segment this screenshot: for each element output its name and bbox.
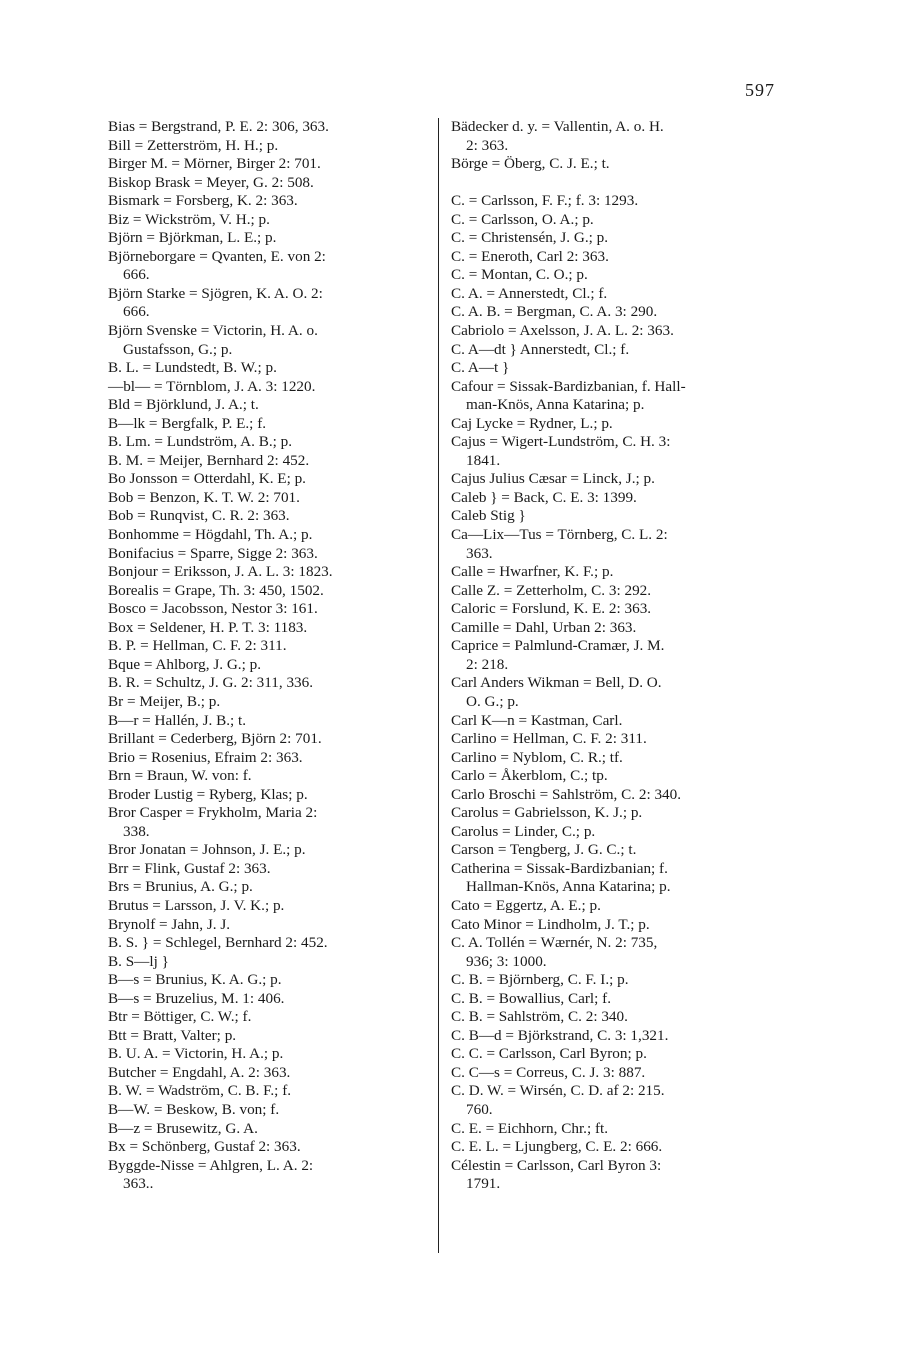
- index-entry: C. C—s = Correus, C. J. 3: 887.: [451, 1063, 646, 1081]
- index-entry: C. A. = Annerstedt, Cl.; f.: [451, 284, 608, 302]
- index-entry: Box = Seldener, H. P. T. 3: 1183.: [108, 618, 308, 636]
- index-entry: Bosco = Jacobsson, Nestor 3: 161.: [108, 600, 318, 618]
- index-entry: B. M. = Meijer, Bernhard 2: 452.: [108, 451, 310, 469]
- index-entry: 1791.: [466, 1175, 501, 1193]
- index-entry: Carolus = Linder, C.; p.: [451, 822, 596, 840]
- index-entry: Camille = Dahl, Urban 2: 363.: [451, 618, 637, 636]
- index-entry: 363.: [466, 544, 493, 562]
- index-entry: C. A—dt } Annerstedt, Cl.; f.: [451, 340, 630, 358]
- index-entry: Bob = Runqvist, C. R. 2: 363.: [108, 507, 290, 525]
- index-entry: Byggde-Nisse = Ahlgren, L. A. 2:: [108, 1156, 314, 1174]
- index-entry: Bror Jonatan = Johnson, J. E.; p.: [108, 841, 306, 859]
- index-entry: 338.: [123, 822, 150, 840]
- index-entry: C. B. = Björnberg, C. F. I.; p.: [451, 971, 629, 989]
- index-entry: Borealis = Grape, Th. 3: 450, 1502.: [108, 581, 324, 599]
- index-entry: 760.: [466, 1100, 493, 1118]
- index-entry: Cajus = Wigert-Lundström, C. H. 3:: [451, 433, 671, 451]
- index-entry: Bque = Ahlborg, J. G.; p.: [108, 655, 261, 673]
- index-entry: Brs = Brunius, A. G.; p.: [108, 878, 253, 896]
- index-entry: B—r = Hallén, J. B.; t.: [108, 711, 247, 729]
- index-entry: Catherina = Sissak-Bardizbanian; f.: [451, 859, 668, 877]
- index-entry: Bonifacius = Sparre, Sigge 2: 363.: [108, 544, 318, 562]
- index-entry: Caleb } = Back, C. E. 3: 1399.: [451, 488, 637, 506]
- index-entry: C. E. = Eichhorn, Chr.; ft.: [451, 1119, 609, 1137]
- index-entry: B. U. A. = Victorin, H. A.; p.: [108, 1045, 284, 1063]
- page-number: 597: [745, 80, 775, 100]
- index-entry: Carlino = Hellman, C. F. 2: 311.: [451, 730, 647, 748]
- index-entry: B. R. = Schultz, J. G. 2: 311, 336.: [108, 674, 314, 692]
- index-entry: Bismark = Forsberg, K. 2: 363.: [108, 192, 298, 210]
- index-entry: Biskop Brask = Meyer, G. 2: 508.: [108, 173, 314, 191]
- index-entry: C. = Carlsson, F. F.; f. 3: 1293.: [451, 192, 639, 210]
- index-entry: Björn Starke = Sjögren, K. A. O. 2:: [108, 284, 323, 302]
- index-entry: —bl— = Törnblom, J. A. 3: 1220.: [108, 377, 316, 395]
- index-entry: Carlo = Åkerblom, C.; tp.: [451, 767, 608, 785]
- index-entry: Bill = Zetterström, H. H.; p.: [108, 136, 279, 154]
- index-entry: Ca—Lix—Tus = Törnberg, C. L. 2:: [451, 526, 668, 544]
- index-entry: Caleb Stig }: [451, 507, 526, 525]
- right-column: [451, 118, 781, 1194]
- index-entry: B—W. = Beskow, B. von; f.: [108, 1100, 280, 1118]
- index-entry: Biz = Wickström, V. H.; p.: [108, 210, 270, 228]
- index-entry: Btt = Bratt, Valter; p.: [108, 1026, 237, 1044]
- index-entry: Carl K—n = Kastman, Carl.: [451, 711, 623, 729]
- column-divider: [438, 118, 439, 1253]
- index-entry: Butcher = Engdahl, A. 2: 363.: [108, 1063, 291, 1081]
- index-entry: C. A. B. = Bergman, C. A. 3: 290.: [451, 303, 658, 321]
- index-entry: Brn = Braun, W. von: f.: [108, 767, 252, 785]
- index-entry: Broder Lustig = Ryberg, Klas; p.: [108, 785, 308, 803]
- index-entry: Cajus Julius Cæsar = Linck, J.; p.: [451, 470, 655, 488]
- index-entry: Birger M. = Mörner, Birger 2: 701.: [108, 155, 321, 173]
- index-entry: Bonjour = Eriksson, J. A. L. 3: 1823.: [108, 563, 333, 581]
- index-entry: B. S. } = Schlegel, Bernhard 2: 452.: [108, 934, 328, 952]
- index-entry: 2: 363.: [466, 136, 509, 154]
- index-entry: Carson = Tengberg, J. G. C.; t.: [451, 841, 637, 859]
- index-entry: B. W. = Wadström, C. B. F.; f.: [108, 1082, 292, 1100]
- index-entry: Carl Anders Wikman = Bell, D. O.: [451, 674, 662, 692]
- index-entry: C. = Carlsson, O. A.; p.: [451, 210, 594, 228]
- index-entry: Brr = Flink, Gustaf 2: 363.: [108, 859, 271, 877]
- index-entry: B—z = Brusewitz, G. A.: [108, 1119, 258, 1137]
- index-entry: B. Lm. = Lundström, A. B.; p.: [108, 433, 293, 451]
- index-entry: Björneborgare = Qvanten, E. von 2:: [108, 247, 326, 265]
- index-entry: B. S—lj }: [108, 952, 169, 970]
- index-entry: Björn Svenske = Victorin, H. A. o.: [108, 322, 318, 340]
- index-entry: man-Knös, Anna Katarina; p.: [466, 396, 645, 414]
- index-entry: Bias = Bergstrand, P. E. 2: 306, 363.: [108, 118, 329, 135]
- index-entry: O. G.; p.: [466, 692, 519, 710]
- index-entry: C. = Christensén, J. G.; p.: [451, 229, 609, 247]
- index-entry: Caprice = Palmlund-Cramær, J. M.: [451, 637, 665, 655]
- index-entry: C. = Eneroth, Carl 2: 363.: [451, 247, 609, 265]
- index-entry: C. E. L. = Ljungberg, C. E. 2: 666.: [451, 1138, 663, 1156]
- index-entry: 666.: [123, 303, 150, 321]
- index-entry: 2: 218.: [466, 655, 509, 673]
- index-entry: B. L. = Lundstedt, B. W.; p.: [108, 359, 277, 377]
- index-entry: C. A. Tollén = Wærnér, N. 2: 735,: [451, 934, 658, 952]
- index-entry: Cabriolo = Axelsson, J. A. L. 2: 363.: [451, 322, 674, 340]
- left-column: [108, 118, 433, 1194]
- index-entry: 363..: [123, 1175, 154, 1193]
- index-entry: Caloric = Forslund, K. E. 2: 363.: [451, 600, 652, 618]
- index-entry: Bädecker d. y. = Vallentin, A. o. H.: [451, 118, 664, 135]
- index-entry: Bror Casper = Frykholm, Maria 2:: [108, 804, 318, 822]
- index-entry: Calle Z. = Zetterholm, C. 3: 292.: [451, 581, 652, 599]
- index-entry: Brutus = Larsson, J. V. K.; p.: [108, 896, 285, 914]
- index-entry: Bob = Benzon, K. T. W. 2: 701.: [108, 488, 300, 506]
- index-entry: B—s = Bruzelius, M. 1: 406.: [108, 989, 285, 1007]
- index-entry: Célestin = Carlsson, Carl Byron 3:: [451, 1156, 662, 1174]
- index-entry: Bonhomme = Högdahl, Th. A.; p.: [108, 526, 313, 544]
- index-entry: C. C. = Carlsson, Carl Byron; p.: [451, 1045, 647, 1063]
- index-entry: 936; 3: 1000.: [466, 952, 547, 970]
- index-entry: Brio = Rosenius, Efraim 2: 363.: [108, 748, 303, 766]
- index-entry: 1841.: [466, 451, 501, 469]
- index-entry: C. B. = Bowallius, Carl; f.: [451, 989, 612, 1007]
- index-entry: Carlino = Nyblom, C. R.; tf.: [451, 748, 623, 766]
- index-entry: C. A—t }: [451, 359, 510, 377]
- index-entry: Br = Meijer, B.; p.: [108, 692, 221, 710]
- index-entry: Bo Jonsson = Otterdahl, K. E; p.: [108, 470, 306, 488]
- index-entry: Caj Lycke = Rydner, L.; p.: [451, 414, 613, 432]
- index-entry: B—s = Brunius, K. A. G.; p.: [108, 971, 282, 989]
- index-entry: Carolus = Gabrielsson, K. J.; p.: [451, 804, 643, 822]
- index-entry: C. D. W. = Wirsén, C. D. af 2: 215.: [451, 1082, 665, 1100]
- index-entry: Börge = Öberg, C. J. E.; t.: [451, 155, 610, 173]
- index-entry: C. = Montan, C. O.; p.: [451, 266, 588, 284]
- index-entry: Cafour = Sissak-Bardizbanian, f. Hall-: [451, 377, 686, 395]
- index-entry: B. P. = Hellman, C. F. 2: 311.: [108, 637, 287, 655]
- index-entry: Calle = Hwarfner, K. F.; p.: [451, 563, 614, 581]
- index-entry: Gustafsson, G.; p.: [123, 340, 233, 358]
- index-entry: Bx = Schönberg, Gustaf 2: 363.: [108, 1138, 301, 1156]
- index-entry: Carlo Broschi = Sahlström, C. 2: 340.: [451, 785, 682, 803]
- index-entry: C. B—d = Björkstrand, C. 3: 1,321.: [451, 1026, 669, 1044]
- index-entry: Cato Minor = Lindholm, J. T.; p.: [451, 915, 650, 933]
- index-entry: Btr = Böttiger, C. W.; f.: [108, 1008, 252, 1026]
- index-entry: Cato = Eggertz, A. E.; p.: [451, 896, 601, 914]
- index-entry: Brillant = Cederberg, Björn 2: 701.: [108, 730, 322, 748]
- index-entry: C. B. = Sahlström, C. 2: 340.: [451, 1008, 628, 1026]
- index-entry: B—lk = Bergfalk, P. E.; f.: [108, 414, 267, 432]
- section-gap: [451, 174, 781, 193]
- index-entry: Bld = Björklund, J. A.; t.: [108, 396, 259, 414]
- index-entry: Hallman-Knös, Anna Katarina; p.: [466, 878, 671, 896]
- index-entry: Brynolf = Jahn, J. J.: [108, 915, 231, 933]
- index-entry: 666.: [123, 266, 150, 284]
- index-entry: Björn = Björkman, L. E.; p.: [108, 229, 277, 247]
